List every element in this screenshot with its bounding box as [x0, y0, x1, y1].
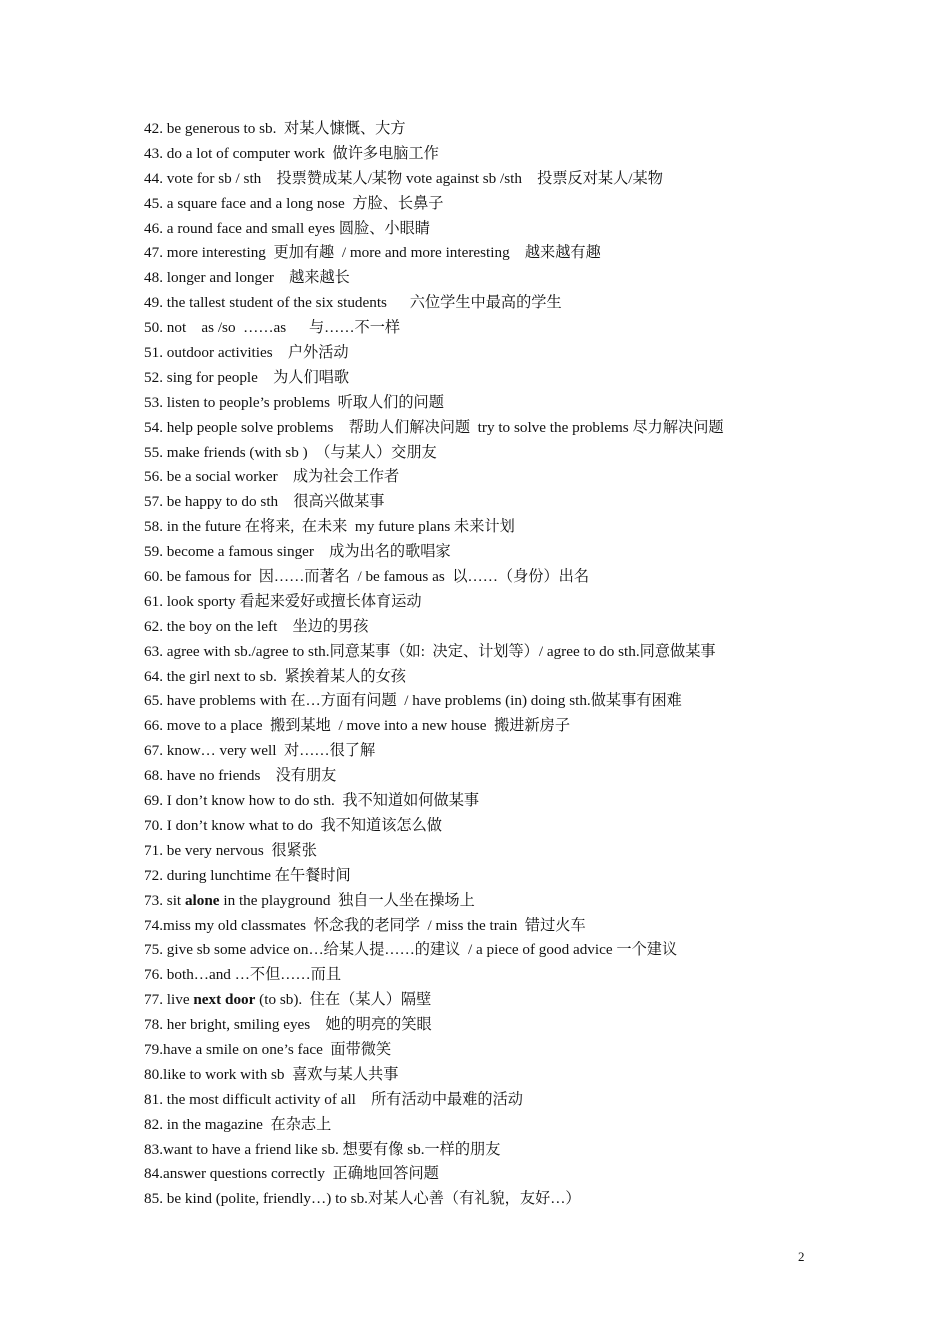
phrase-line [144, 291, 914, 316]
phrase-text: 72. during lunchtime 在午餐时间 [144, 866, 351, 884]
phrase-text: 66. move to a place 搬到某地 / move into a new house 搬进新房子 [144, 717, 571, 735]
phrase-text: in the playground 独自一人坐在操场上 [219, 891, 475, 909]
phrase-text: 46. a round face and small eyes 圆脸、小眼睛 [144, 219, 430, 237]
phrase-text: 54. help people solve problems 帮助人们解决问题 try to solve the problems 尽力解决问题 [144, 418, 724, 436]
phrase-text: 76. both…and …不但……而且 [144, 966, 342, 984]
phrase-text: 60. be famous for 因……而著名 / be famous as 以……（身份）出名 [144, 568, 590, 586]
phrase-text: 55. make friends (with sb ) （与某人）交朋友 [144, 443, 437, 461]
phrase-line [144, 192, 914, 217]
phrase-line [144, 142, 914, 167]
phrase-text: 56. be a social worker 成为社会工作者 [144, 468, 400, 486]
phrase-text: 50. not as /so ……as 与……不一样 [144, 319, 401, 337]
phrase-line [144, 914, 914, 939]
phrase-line [144, 665, 914, 690]
phrase-line [144, 839, 914, 864]
phrase-line [144, 1162, 914, 1187]
phrase-text: 52. sing for people 为人们唱歌 [144, 368, 350, 386]
phrase-text: 61. look sporty 看起来爱好或擅长体育运动 [144, 592, 422, 610]
phrase-line [144, 441, 914, 466]
phrase-line [144, 938, 914, 963]
bold-phrase-text: alone [184, 891, 220, 909]
phrase-line [144, 590, 914, 615]
phrase-text: 49. the tallest student of the six students 六位学生中最高的学生 [144, 294, 562, 312]
phrase-line [144, 1088, 914, 1113]
phrase-text: 73. sit [144, 891, 185, 909]
phrase-text: 42. be generous to sb. 对某人慷慨、大方 [144, 120, 406, 137]
phrase-line [144, 217, 914, 242]
phrase-line [144, 316, 914, 341]
phrase-line [144, 341, 914, 366]
phrase-line [144, 266, 914, 291]
phrase-line [144, 565, 914, 590]
phrase-line [144, 1038, 914, 1063]
phrase-text: 59. become a famous singer 成为出名的歌唱家 [144, 543, 451, 561]
phrase-text: 43. do a lot of computer work 做许多电脑工作 [144, 144, 439, 162]
phrase-text: 47. more interesting 更加有趣 / more and more interesting 越来越有趣 [144, 244, 601, 262]
phrase-text: 75. give sb some advice on…给某人提……的建议 / a piece of good advice 一个建议 [144, 941, 678, 959]
phrase-line [144, 241, 914, 266]
phrase-text: 77. live [144, 991, 194, 1009]
phrase-text: 71. be very nervous 很紧张 [144, 841, 317, 859]
phrase-line [144, 515, 914, 540]
phrase-text: 78. her bright, smiling eyes 她的明亮的笑眼 [144, 1016, 432, 1034]
phrase-text: 57. be happy to do sth 很高兴做某事 [144, 493, 385, 511]
phrase-line [144, 963, 914, 988]
phrase-text: 79.have a smile on one’s face 面带微笑 [144, 1040, 392, 1058]
phrase-line [144, 889, 914, 914]
phrase-line [144, 714, 914, 739]
phrase-text: 48. longer and longer 越来越长 [144, 269, 350, 287]
phrase-text: 84.answer questions correctly 正确地回答问题 [144, 1165, 439, 1183]
phrase-line [144, 689, 914, 714]
phrase-line [144, 789, 914, 814]
phrase-text: 83.want to have a friend like sb. 想要有像 sb.一样的朋友 [144, 1140, 501, 1158]
phrase-line [144, 117, 914, 142]
page-number: 2 [798, 1249, 805, 1264]
phrase-line [144, 640, 914, 665]
phrase-text: 81. the most difficult activity of all 所有活动中最难的活动 [144, 1090, 523, 1108]
phrase-line [144, 1113, 914, 1138]
phrase-line [144, 1138, 914, 1163]
phrase-text: 53. listen to people’s problems 听取人们的问题 [144, 393, 444, 411]
bold-phrase-text: next door [193, 991, 256, 1009]
phrase-line [144, 739, 914, 764]
phrase-text: (to sb). 住在（某人）隔壁 [255, 991, 432, 1009]
phrase-text: 68. have no friends 没有朋友 [144, 767, 337, 785]
phrase-line [144, 615, 914, 640]
phrase-text: 62. the boy on the left 坐边的男孩 [144, 617, 369, 635]
phrase-text: 51. outdoor activities 户外活动 [144, 344, 349, 362]
phrase-line [144, 1187, 914, 1212]
phrase-line [144, 988, 914, 1013]
phrase-line [144, 366, 914, 391]
phrase-text: 64. the girl next to sb. 紧挨着某人的女孩 [144, 667, 406, 685]
phrase-line [144, 416, 914, 441]
phrase-text: 82. in the magazine 在杂志上 [144, 1115, 332, 1133]
phrase-text: 70. I don’t know what to do 我不知道该怎么做 [144, 816, 442, 834]
phrase-line [144, 864, 914, 889]
phrase-line [144, 1063, 914, 1088]
phrase-text: 67. know… very well 对……很了解 [144, 742, 376, 760]
phrase-line [144, 490, 914, 515]
phrase-line [144, 167, 914, 192]
phrase-line [144, 540, 914, 565]
phrase-text: 58. in the future 在将来, 在未来 my future plans 未来计划 [144, 518, 515, 536]
phrase-text: 45. a square face and a long nose 方脸、长鼻子 [144, 194, 444, 212]
phrase-text: 63. agree with sb./agree to sth.同意某事（如: 决定、计划等）/ agree to do sth.同意做某事 [144, 642, 716, 660]
phrase-text: 74.miss my old classmates 怀念我的老同学 / miss the train 错过火车 [144, 916, 586, 934]
phrase-text: 65. have problems with 在…方面有问题 / have problems (in) doing sth.做某事有困难 [144, 692, 682, 710]
phrase-line [144, 814, 914, 839]
phrase-text: 80.like to work with sb 喜欢与某人共事 [144, 1065, 399, 1083]
phrase-line [144, 1013, 914, 1038]
phrase-text: 44. vote for sb / sth 投票赞成某人/某物 vote against sb /sth 投票反对某人/某物 [144, 169, 663, 187]
phrase-text: 85. be kind (polite, friendly…) to sb.对某人心善（有礼貌，友好…） [144, 1190, 581, 1208]
phrase-line [144, 391, 914, 416]
phrase-line [144, 465, 914, 490]
phrase-list [144, 117, 914, 1212]
phrase-line [144, 764, 914, 789]
phrase-text: 69. I don’t know how to do sth. 我不知道如何做某事 [144, 792, 480, 810]
